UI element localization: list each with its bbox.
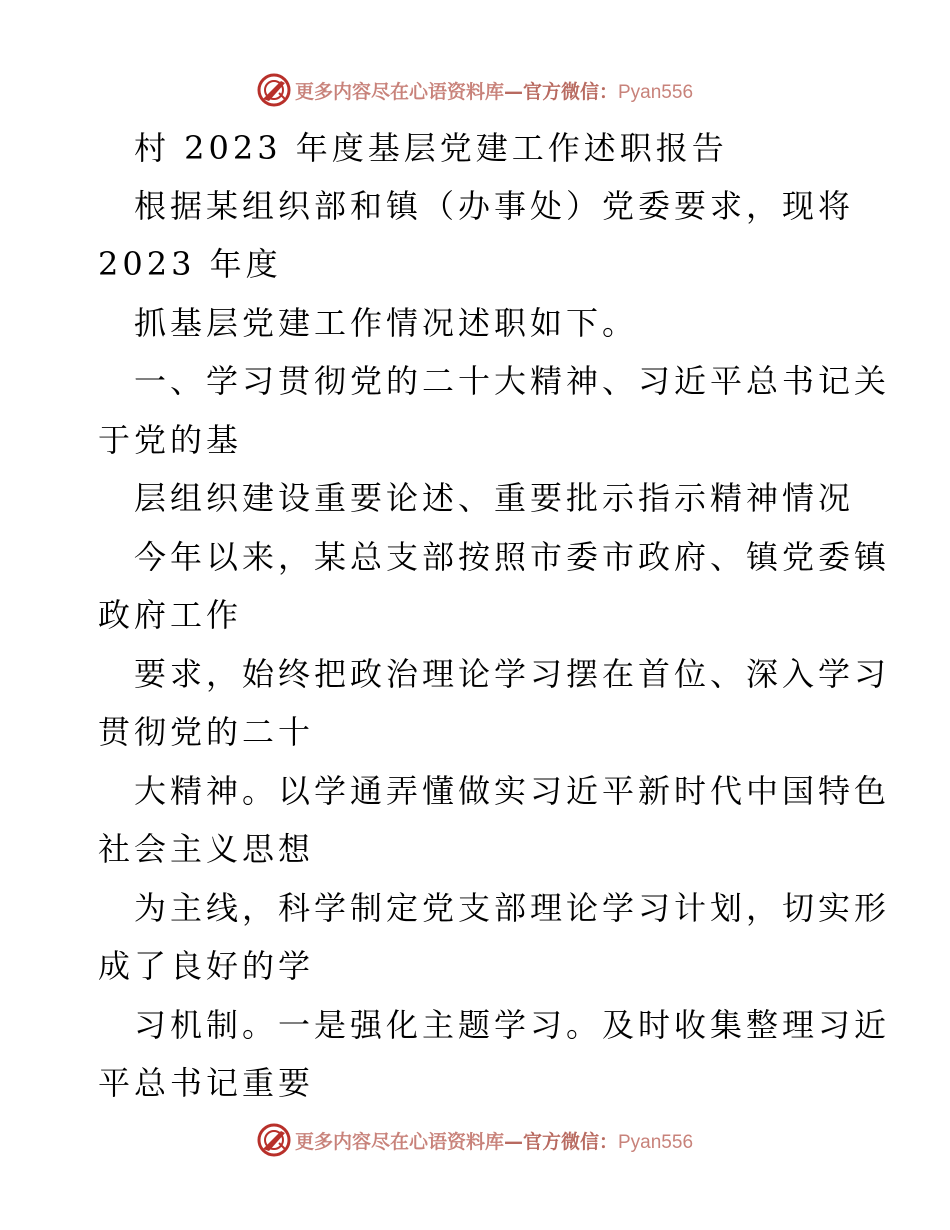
paragraph-line: 大精神。以学通弄懂做实习近平新时代中国特色 (134, 772, 891, 810)
brand-logo-icon (257, 1123, 291, 1157)
footer-banner (0, 1120, 950, 1160)
section-heading-line: 于党的基 (98, 421, 243, 459)
header-banner-title: 更多内容尽在心语资料库 (294, 80, 504, 103)
paragraph-line: 习机制。一是强化主题学习。及时收集整理习近 (134, 1006, 891, 1044)
paragraph-line: 贯彻党的二十 (98, 713, 315, 751)
paragraph-line: 要求，始终把政治理论学习摆在首位、深入学习 (134, 655, 891, 693)
paragraph-line: 政府工作 (98, 596, 243, 634)
paragraph-line: 今年以来，某总支部按照市委市政府、镇党委镇 (134, 538, 891, 576)
header-banner (0, 70, 950, 110)
section-heading-line: 层组织建设重要论述、重要批示指示精神情况 (134, 479, 855, 517)
paragraph-line: 成了良好的学 (98, 947, 315, 985)
section-heading-line: 一、学习贯彻党的二十大精神、习近平总书记关 (134, 362, 891, 400)
header-banner-text (295, 77, 693, 104)
header-banner-separator: —官方微信： (503, 80, 618, 103)
paragraph-line: 抓基层党建工作情况述职如下。 (134, 304, 639, 342)
footer-banner-title: 更多内容尽在心语资料库 (294, 1130, 504, 1153)
footer-banner-account: Pyan556 (618, 1131, 694, 1153)
paragraph-line: 2023 年度 (98, 245, 282, 283)
brand-logo-icon (257, 73, 291, 107)
header-banner-account: Pyan556 (618, 81, 694, 103)
paragraph-line: 平总书记重要 (98, 1064, 315, 1102)
paragraph-line: 为主线，科学制定党支部理论学习计划，切实形 (134, 889, 891, 927)
paragraph-line: 根据某组织部和镇（办事处）党委要求，现将 (134, 187, 855, 225)
document-title: 村 2023 年度基层党建工作述职报告 (134, 129, 728, 167)
footer-banner-text (295, 1127, 693, 1154)
paragraph-line: 社会主义思想 (98, 830, 315, 868)
footer-banner-separator: —官方微信： (503, 1130, 618, 1153)
